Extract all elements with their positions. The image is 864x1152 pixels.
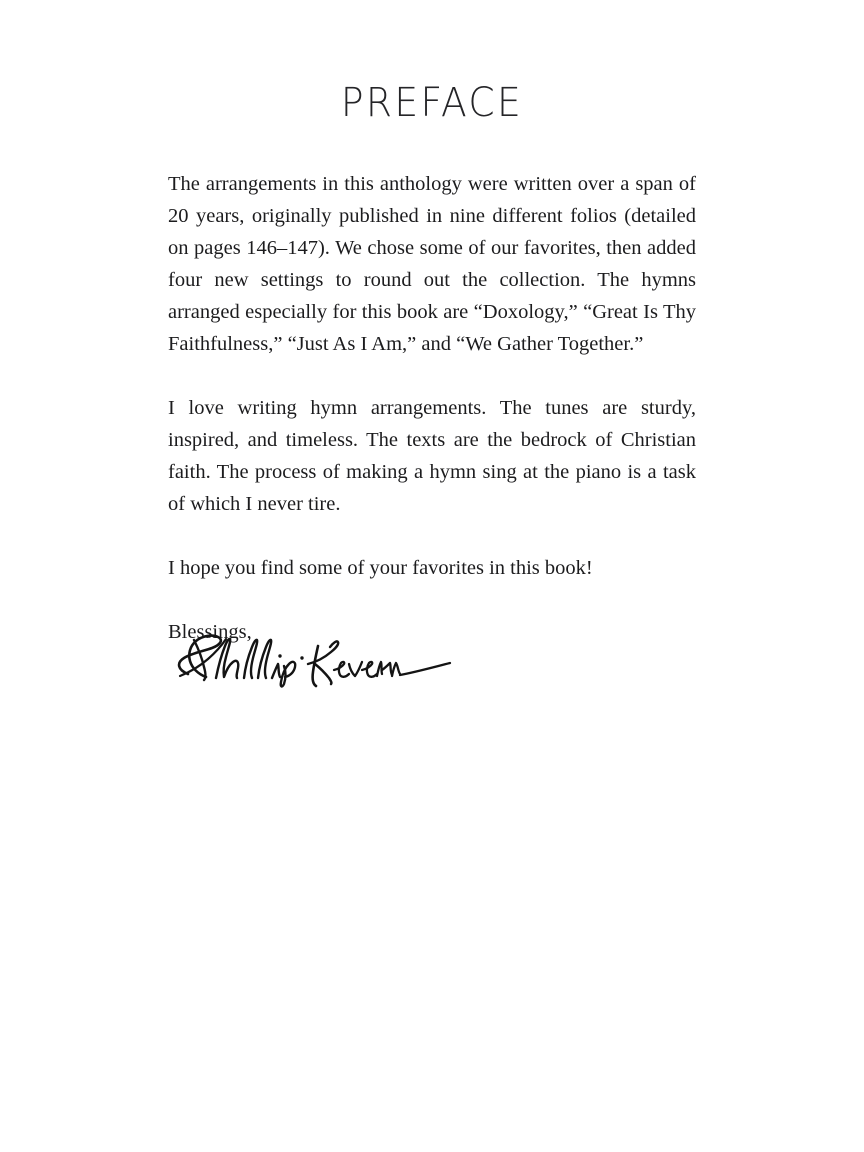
signature-handwriting xyxy=(168,630,418,688)
page-title: PREFACE xyxy=(340,80,524,126)
paragraph-3: I hope you find some of your favorites in this book! xyxy=(168,557,593,579)
paragraph-2: I love writing hymn arrangements. The tunes are sturdy, inspired, and timeless. The texts are the bedrock of Christian faith. The process of making a hymn sing at the piano is a task of which I never tire. xyxy=(168,397,696,515)
paragraph-1: The arrangements in this anthology were written over a span of 20 years, originally published in nine different folios (detailed on pages 146–147). We chose some of our favorites, then added four new settings to round out the collection. The hymns arranged especially for this book are “Doxology,” “Great Is Thy Faithfulness,” “Just As I Am,” and “We Gather Together.” xyxy=(168,173,696,355)
signature xyxy=(168,630,418,688)
preface-body xyxy=(168,168,696,648)
closing-salutation: Blessings, xyxy=(168,621,252,643)
